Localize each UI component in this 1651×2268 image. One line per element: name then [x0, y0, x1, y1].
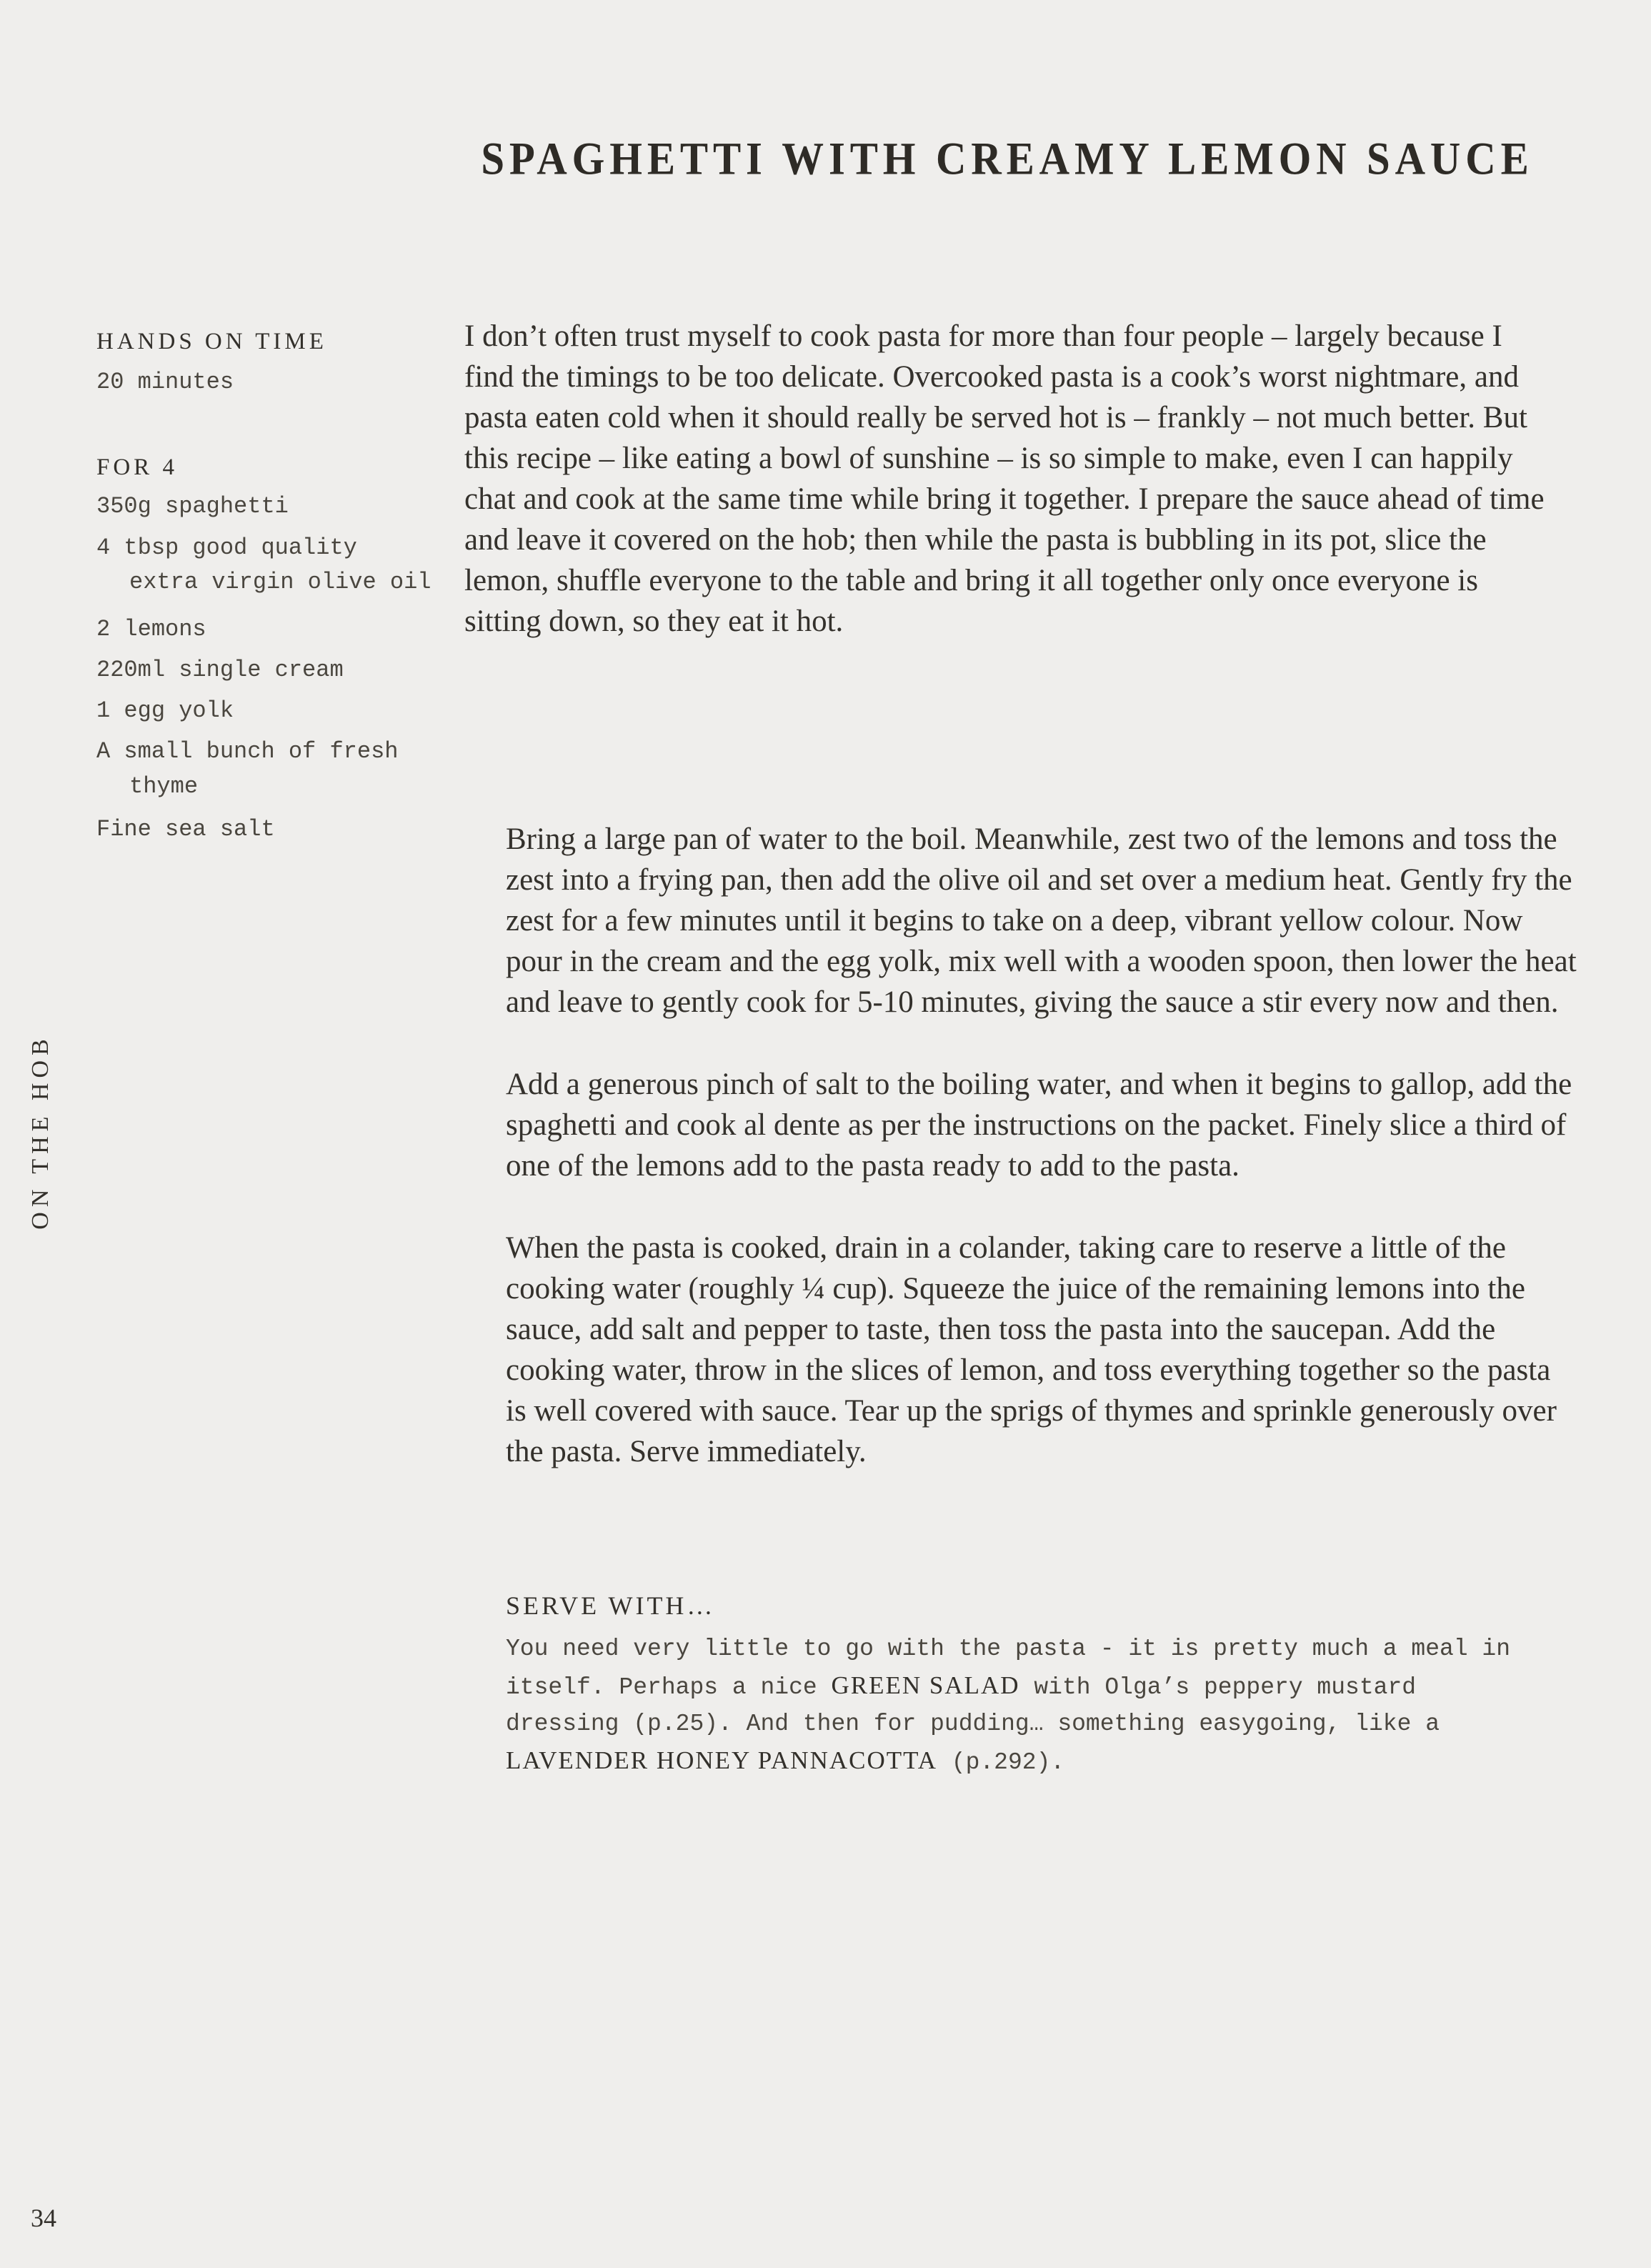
serve-with-text: (p.292).	[937, 1749, 1065, 1776]
serve-with-text: with Olga’s peppery mustard dressing (p.25). And then for pudding… something easygoing, like a	[506, 1674, 1440, 1737]
chapter-label-vertical: ON THE HOB	[27, 1034, 54, 1230]
serve-with-paragraph	[506, 1631, 1542, 1781]
method-paragraph-3: When the pasta is cooked, drain in a colander, taking care to reserve a little of the cooking water (roughly ¼ cup). Squeeze the juice of the remaining lemons into the sauce, add salt and pepper to taste, then toss the pasta into the saucepan. Add the cooking water, throw in the slices of lemon, and toss everything together so the pasta is well covered with sauce. Tear up the sprigs of thymes and sprinkle generously over the pasta. Serve immediately.	[506, 1231, 1557, 1468]
ingredient-line: 220ml single cream	[96, 657, 344, 683]
intro-paragraph: I don’t often trust myself to cook pasta for more than four people – largely because I find the timings to be too delicate. Overcooked pasta is a cook’s worst nightmare, and pasta eaten cold when it should really be served hot is – frankly – not much better. But this recipe – like eating a bowl of sunshine – is so simple to make, even I can happily chat and cook at the same time while bring it together. I prepare the sauce ahead of time and leave it covered on the hob; then while the pasta is bubbling in its pot, slice the lemon, shuffle everyone to the table and bring it all together only once everyone is sitting down, so they eat it hot.	[464, 319, 1545, 638]
method-section	[506, 819, 1577, 1513]
hands-on-time-value: 20 minutes	[96, 369, 234, 395]
ingredient-line: 4 tbsp good quality	[96, 534, 357, 561]
serve-with-text: You need very little to go with the pasta - it is pretty much a meal in itself. Perhaps a nice	[506, 1636, 1511, 1701]
ingredient-line: Fine sea salt	[96, 816, 275, 842]
ingredient-line-continuation: extra virgin olive oil	[129, 569, 432, 595]
ingredient-line: 350g spaghetti	[96, 493, 289, 519]
page-number: 34	[31, 2204, 56, 2232]
serve-with-heading: SERVE WITH…	[506, 1591, 716, 1620]
hands-on-time-label: HANDS ON TIME	[96, 329, 327, 354]
method-paragraph-2: Add a generous pinch of salt to the boiling water, and when it begins to gallop, add the spaghetti and cook al dente as per the instructions on the packet. Finely slice a third of one of the lemons add to the pasta ready to add to the pasta.	[506, 1068, 1572, 1183]
recipe-title: SPAGHETTI WITH CREAMY LEMON SAUCE	[481, 133, 1534, 184]
cross-reference-green-salad: GREEN SALAD	[831, 1671, 1020, 1699]
cross-reference-lavender-honey-pannacotta: LAVENDER HONEY PANNACOTTA	[506, 1746, 937, 1774]
ingredient-line: A small bunch of fresh	[96, 738, 399, 765]
method-paragraph-1: Bring a large pan of water to the boil. Meanwhile, zest two of the lemons and toss the zest into a frying pan, then add the olive oil and set over a medium heat. Gently fry the zest for a few minutes until it begins to take on a deep, vibrant yellow colour. Now pour in the cream and the egg yolk, mix well with a wooden spoon, then lower the heat and leave to gently cook for 5-10 minutes, giving the sauce a stir every now and then.	[506, 822, 1577, 1019]
servings-label: FOR 4	[96, 454, 178, 480]
ingredient-line: 1 egg yolk	[96, 697, 234, 724]
ingredient-line-continuation: thyme	[129, 773, 199, 800]
ingredient-line: 2 lemons	[96, 616, 206, 642]
